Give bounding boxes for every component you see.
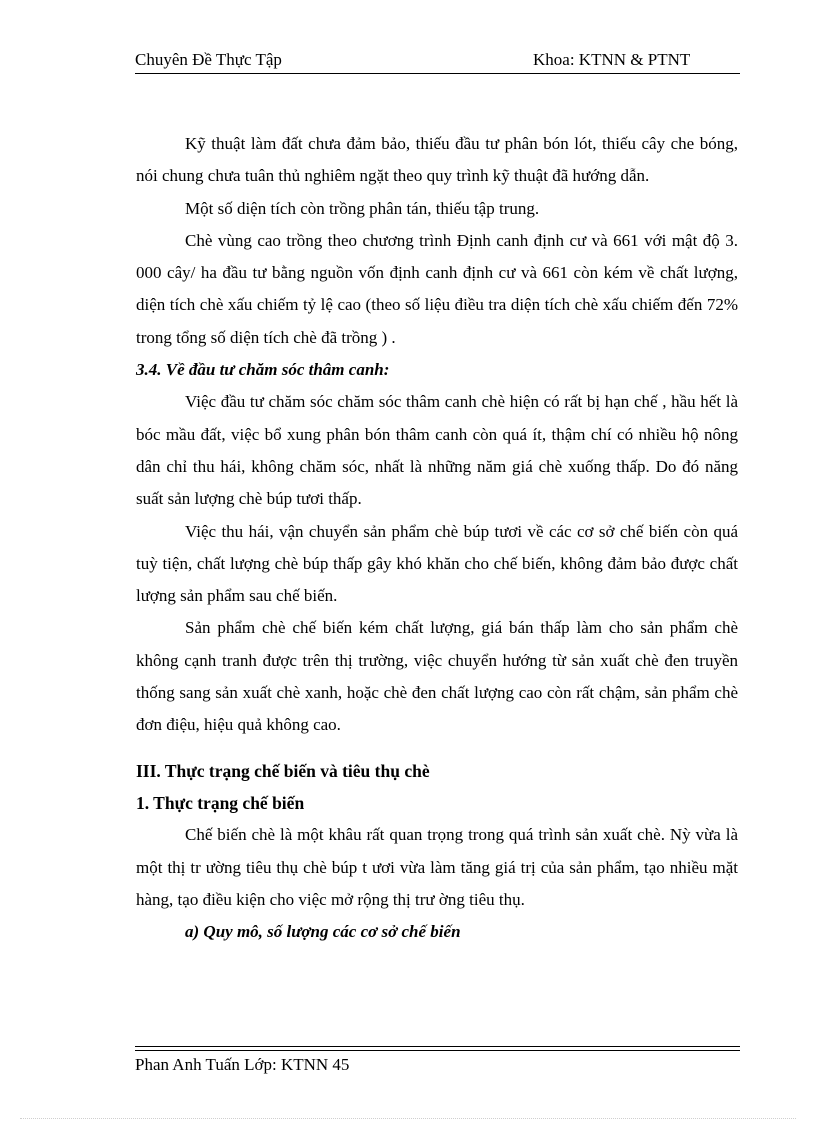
section-heading-1: 1. Thực trạng chế biến (136, 792, 305, 813)
page-header (135, 50, 740, 72)
page-footer: Phan Anh Tuấn Lớp: KTNN 45 (135, 1055, 350, 1074)
header-rule (135, 73, 740, 74)
section-heading-3-4: 3.4. Về đầu tư chăm sóc thâm canh: (136, 360, 390, 380)
page-edge-dotted-line (20, 1118, 796, 1119)
paragraph-processing: Chế biến chè là một khâu rất quan trọng trong quá trình sản xuất chè. Nỳ vừa là một thị tr ường tiêu thụ chè búp t ươi vừa làm tăng giá trị của sản phẩm, tạo nhiều mặt hàng, tạo điều kiện cho việc mở rộng thị trư ờng tiêu thụ. (136, 825, 738, 909)
paragraph-product-quality: Sản phẩm chè chế biến kém chất lượng, giá bán thấp làm cho sản phẩm chè không cạnh tranh được trên thị trường, việc chuyển hướng từ sản xuất chè đen truyền thống sang sản xuất chè xanh, hoặc chè đen chất lượng cao còn rất chậm, sản phẩm chè đơn điệu, hiệu quả không cao. (136, 618, 738, 735)
paragraph-intensive-care: Việc đầu tư chăm sóc chăm sóc thâm canh chè hiện có rất bị hạn chế , hầu hết là bóc mầu đất, việc bổ xung phân bón thâm canh còn quá ít, thậm chí có nhiều hộ nông dân chỉ thu hái, không chăm sóc, nhất là những năm giá chè xuống thấp. Do đó năng suất sản lượng chè búp tươi thấp. (136, 392, 738, 509)
subsection-heading-a: a) Quy mô, số lượng các cơ sở chế biến (185, 922, 461, 942)
header-department: Khoa: KTNN & PTNT (533, 50, 691, 69)
footer-rule-bottom (135, 1050, 740, 1051)
paragraph-land-preparation: Kỹ thuật làm đất chưa đảm bảo, thiếu đầu tư phân bón lót, thiếu cây che bóng, nói chung chưa tuân thủ nghiêm ngặt theo quy trình kỹ thuật đã hướng dẫn. (136, 134, 738, 186)
section-gap (136, 742, 738, 755)
footer-rule-top (135, 1046, 740, 1047)
paragraph-highland-tea: Chè vùng cao trồng theo chương trình Định canh định cư và 661 với mật độ 3. 000 cây/ ha đầu tư bằng nguồn vốn định canh định cư và 661 còn kém về chất lượng, diện tích chè xấu chiếm tỷ lệ cao (theo số liệu điều tra diện tích chè xấu chiếm đến 72% trong tổng số diện tích chè đã trồng ) . (136, 230, 738, 347)
paragraph-harvest-transport: Việc thu hái, vận chuyển sản phẩm chè búp tươi về các cơ sở chế biến còn quá tuỳ tiện, chất lượng chè búp thấp gây khó khăn cho chế biến, không đảm bảo được chất lượng sản phẩm sau chế biến. (136, 521, 738, 606)
header-title: Chuyên Đề Thực Tập (135, 50, 282, 69)
paragraph-scattered-area: Một số diện tích còn trồng phân tán, thiếu tập trung. (185, 198, 540, 218)
document-body (136, 128, 738, 948)
chapter-heading-III: III. Thực trạng chế biến và tiêu thụ chè (136, 760, 430, 781)
